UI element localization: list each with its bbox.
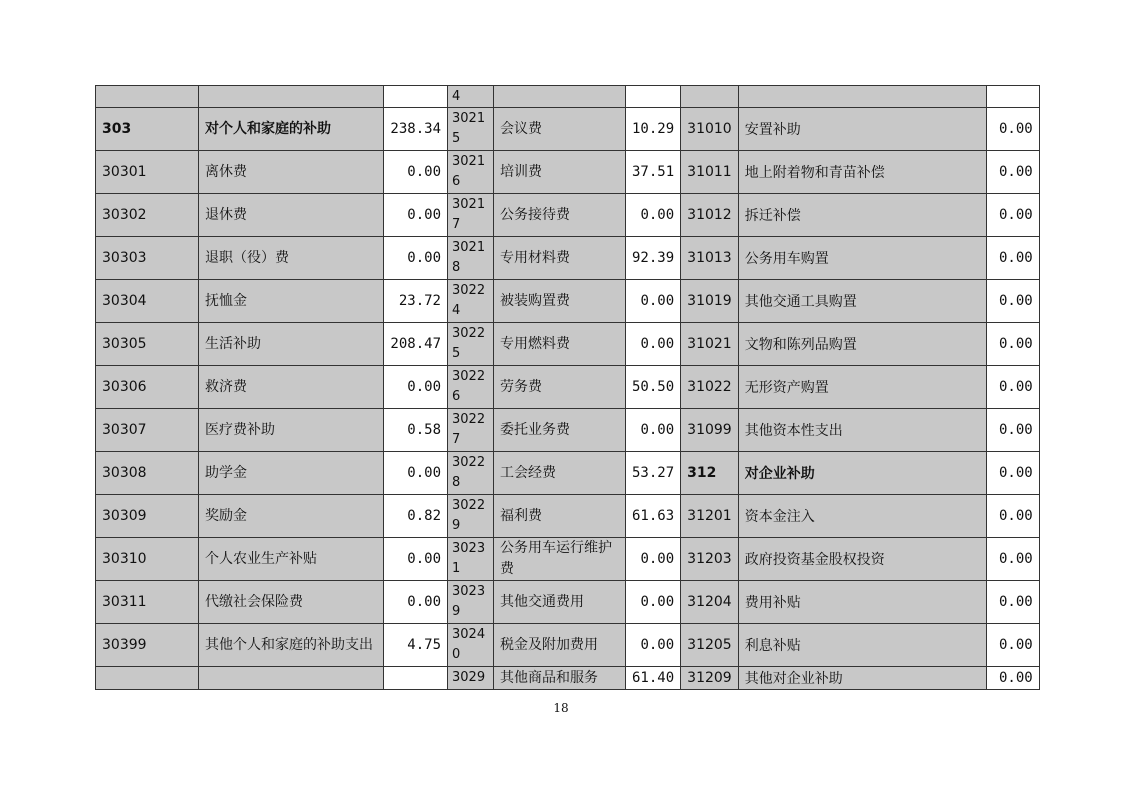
amount: 0.00 (986, 581, 1039, 624)
commodity-service-code: 30229 (448, 495, 494, 538)
economic-class-name: 助学金 (199, 452, 384, 495)
table-row (96, 366, 1040, 409)
amount: 92.39 (626, 237, 681, 280)
economic-class-name: 代缴社会保险费 (199, 581, 384, 624)
capital-class-name: 拆迁补偿 (738, 194, 986, 237)
economic-class-code: 30306 (96, 366, 199, 409)
commodity-service-code: 30218 (448, 237, 494, 280)
table-row (96, 237, 1040, 280)
capital-class-name: 地上附着物和青苗补偿 (738, 151, 986, 194)
capital-class-name: 其他交通工具购置 (738, 280, 986, 323)
commodity-service-code: 30217 (448, 194, 494, 237)
amount: 0.00 (986, 667, 1039, 690)
capital-class-code: 31019 (681, 280, 739, 323)
commodity-service-code: 3029 (448, 667, 494, 690)
commodity-service-name: 公务用车运行维护费 (494, 538, 626, 581)
table-row (96, 581, 1040, 624)
economic-class-name: 离休费 (199, 151, 384, 194)
commodity-service-name: 公务接待费 (494, 194, 626, 237)
amount: 0.00 (384, 194, 448, 237)
capital-class-code: 31099 (681, 409, 739, 452)
amount: 50.50 (626, 366, 681, 409)
amount: 0.00 (626, 409, 681, 452)
amount: 0.82 (384, 495, 448, 538)
amount: 0.00 (384, 366, 448, 409)
capital-class-code: 31205 (681, 624, 739, 667)
economic-class-code: 30399 (96, 624, 199, 667)
capital-class-name (738, 86, 986, 108)
amount: 0.00 (626, 624, 681, 667)
amount: 0.00 (986, 237, 1039, 280)
table-row (96, 194, 1040, 237)
commodity-service-code: 30239 (448, 581, 494, 624)
capital-class-code: 31011 (681, 151, 739, 194)
commodity-service-name: 培训费 (494, 151, 626, 194)
amount: 53.27 (626, 452, 681, 495)
amount: 238.34 (384, 108, 448, 151)
commodity-service-name: 税金及附加费用 (494, 624, 626, 667)
commodity-service-name: 其他交通费用 (494, 581, 626, 624)
amount (384, 86, 448, 108)
commodity-service-name: 委托业务费 (494, 409, 626, 452)
economic-class-code: 30305 (96, 323, 199, 366)
commodity-service-code: 30225 (448, 323, 494, 366)
economic-class-name: 个人农业生产补贴 (199, 538, 384, 581)
amount: 10.29 (626, 108, 681, 151)
amount: 0.00 (384, 237, 448, 280)
table-row (96, 151, 1040, 194)
table-row (96, 495, 1040, 538)
capital-class-name: 文物和陈列品购置 (738, 323, 986, 366)
economic-class-code: 30301 (96, 151, 199, 194)
economic-class-name: 退职（役）费 (199, 237, 384, 280)
capital-class-code: 31022 (681, 366, 739, 409)
amount: 0.00 (986, 323, 1039, 366)
economic-class-code: 30303 (96, 237, 199, 280)
commodity-service-code: 30231 (448, 538, 494, 581)
table-body (96, 86, 1040, 690)
economic-class-code: 30309 (96, 495, 199, 538)
economic-class-name: 对个人和家庭的补助 (199, 108, 384, 151)
commodity-service-name: 会议费 (494, 108, 626, 151)
amount: 61.63 (626, 495, 681, 538)
capital-class-code: 31010 (681, 108, 739, 151)
commodity-service-code: 30240 (448, 624, 494, 667)
economic-class-name: 生活补助 (199, 323, 384, 366)
amount: 0.00 (986, 366, 1039, 409)
budget-expenditure-table (95, 85, 1040, 690)
amount: 0.00 (986, 409, 1039, 452)
economic-class-code: 303 (96, 108, 199, 151)
table-row (96, 323, 1040, 366)
amount: 0.00 (626, 538, 681, 581)
capital-class-code: 31012 (681, 194, 739, 237)
economic-class-name (199, 86, 384, 108)
commodity-service-code: 30226 (448, 366, 494, 409)
commodity-service-name: 劳务费 (494, 366, 626, 409)
commodity-service-code: 30227 (448, 409, 494, 452)
page-number: 18 (553, 701, 569, 715)
commodity-service-name (494, 86, 626, 108)
amount: 0.00 (384, 452, 448, 495)
commodity-service-code: 4 (448, 86, 494, 108)
capital-class-name: 其他资本性支出 (738, 409, 986, 452)
capital-class-code: 312 (681, 452, 739, 495)
capital-class-code: 31013 (681, 237, 739, 280)
amount: 0.00 (384, 151, 448, 194)
commodity-service-name: 被装购置费 (494, 280, 626, 323)
capital-class-name: 安置补助 (738, 108, 986, 151)
economic-class-name: 其他个人和家庭的补助支出 (199, 624, 384, 667)
economic-class-code: 30302 (96, 194, 199, 237)
capital-class-name: 其他对企业补助 (738, 667, 986, 690)
table-row (96, 667, 1040, 690)
economic-class-name: 退休费 (199, 194, 384, 237)
economic-class-code (96, 86, 199, 108)
table-row (96, 538, 1040, 581)
economic-class-code (96, 667, 199, 690)
capital-class-code: 31209 (681, 667, 739, 690)
amount: 61.40 (626, 667, 681, 690)
amount: 0.58 (384, 409, 448, 452)
amount: 0.00 (986, 280, 1039, 323)
capital-class-code: 31201 (681, 495, 739, 538)
amount: 0.00 (626, 280, 681, 323)
amount: 208.47 (384, 323, 448, 366)
amount (626, 86, 681, 108)
table-row (96, 624, 1040, 667)
commodity-service-code: 30216 (448, 151, 494, 194)
economic-class-name (199, 667, 384, 690)
table-row (96, 409, 1040, 452)
economic-class-code: 30310 (96, 538, 199, 581)
amount: 0.00 (626, 323, 681, 366)
table-row (96, 86, 1040, 108)
commodity-service-code: 30215 (448, 108, 494, 151)
economic-class-code: 30307 (96, 409, 199, 452)
table-row (96, 280, 1040, 323)
amount: 0.00 (626, 194, 681, 237)
economic-class-code: 30304 (96, 280, 199, 323)
capital-class-name: 费用补贴 (738, 581, 986, 624)
economic-class-name: 救济费 (199, 366, 384, 409)
capital-class-name: 资本金注入 (738, 495, 986, 538)
amount: 0.00 (986, 452, 1039, 495)
amount: 0.00 (986, 624, 1039, 667)
commodity-service-name: 专用材料费 (494, 237, 626, 280)
commodity-service-name: 福利费 (494, 495, 626, 538)
amount: 37.51 (626, 151, 681, 194)
capital-class-name: 公务用车购置 (738, 237, 986, 280)
amount: 0.00 (986, 194, 1039, 237)
amount: 0.00 (384, 538, 448, 581)
amount: 0.00 (986, 538, 1039, 581)
capital-class-name: 对企业补助 (738, 452, 986, 495)
economic-class-name: 奖励金 (199, 495, 384, 538)
amount: 0.00 (986, 151, 1039, 194)
capital-class-name: 利息补贴 (738, 624, 986, 667)
economic-class-name: 抚恤金 (199, 280, 384, 323)
amount (986, 86, 1039, 108)
amount: 0.00 (986, 495, 1039, 538)
capital-class-code: 31204 (681, 581, 739, 624)
amount: 0.00 (986, 108, 1039, 151)
amount: 4.75 (384, 624, 448, 667)
table-row (96, 452, 1040, 495)
commodity-service-name: 专用燃料费 (494, 323, 626, 366)
amount: 0.00 (626, 581, 681, 624)
economic-class-code: 30308 (96, 452, 199, 495)
commodity-service-name: 工会经费 (494, 452, 626, 495)
economic-class-name: 医疗费补助 (199, 409, 384, 452)
amount: 0.00 (384, 581, 448, 624)
table-row (96, 108, 1040, 151)
capital-class-code: 31203 (681, 538, 739, 581)
economic-class-code: 30311 (96, 581, 199, 624)
capital-class-code: 31021 (681, 323, 739, 366)
commodity-service-name: 其他商品和服务 (494, 667, 626, 690)
amount: 23.72 (384, 280, 448, 323)
amount (384, 667, 448, 690)
commodity-service-code: 30224 (448, 280, 494, 323)
capital-class-name: 政府投资基金股权投资 (738, 538, 986, 581)
capital-class-name: 无形资产购置 (738, 366, 986, 409)
capital-class-code (681, 86, 739, 108)
commodity-service-code: 30228 (448, 452, 494, 495)
